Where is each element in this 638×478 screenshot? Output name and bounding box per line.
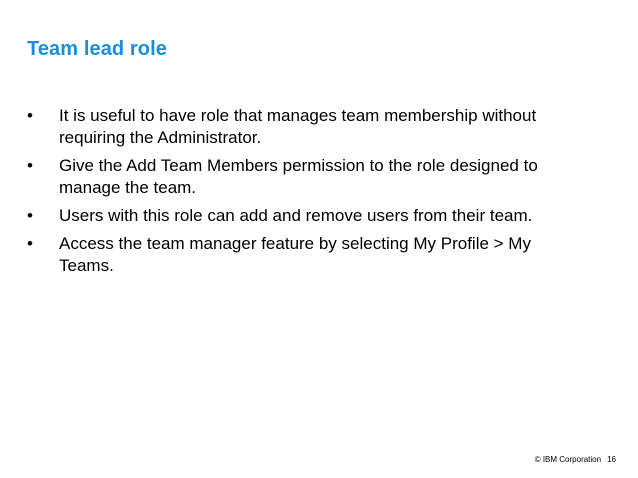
bullet-icon: •: [27, 156, 33, 175]
bullet-icon: •: [27, 234, 33, 253]
slide-title: Team lead role: [27, 38, 167, 60]
slide-footer: [535, 455, 616, 464]
bullet-icon: •: [27, 106, 33, 125]
bullet-item: [27, 105, 587, 149]
bullet-icon: •: [27, 206, 33, 225]
bullet-item: [27, 233, 587, 277]
bullet-text: Users with this role can add and remove users from their team.: [59, 206, 533, 225]
bullet-text: Give the Add Team Members permission to the role designed to manage the team.: [59, 156, 538, 197]
bullet-text: Access the team manager feature by selecting My Profile > My Teams.: [59, 234, 531, 275]
bullet-item: [27, 155, 587, 199]
copyright-notice: © IBM Corporation: [534, 455, 602, 464]
bullet-text: It is useful to have role that manages team membership without requiring the Administrator.: [59, 106, 537, 147]
page-number: 16: [607, 455, 616, 464]
bullet-item: [27, 205, 587, 227]
bullet-list: [27, 105, 587, 283]
